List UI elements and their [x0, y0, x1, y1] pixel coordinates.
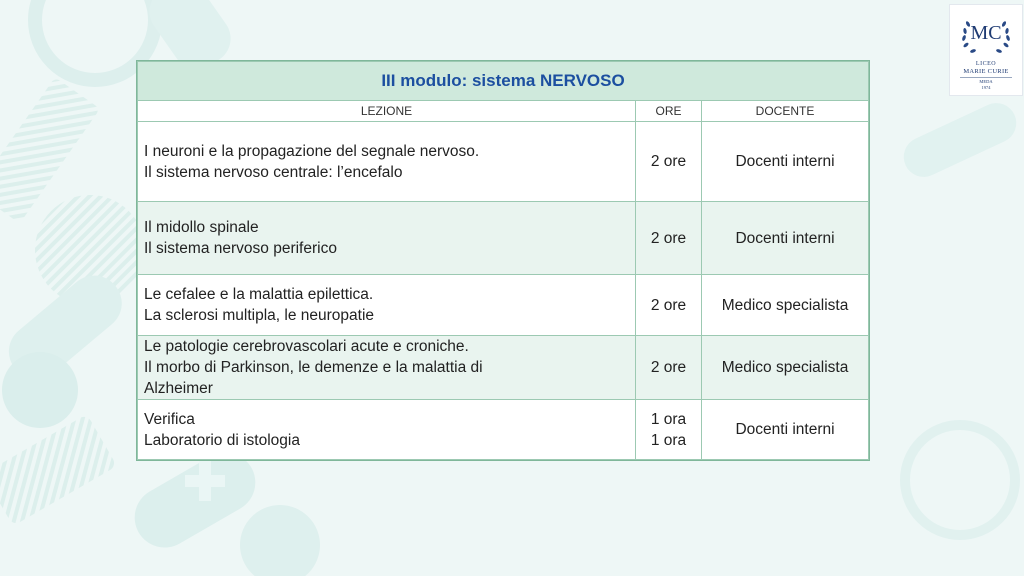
lesson-cell: [138, 122, 636, 202]
module-schedule-table: [137, 61, 869, 460]
school-logo: [949, 4, 1023, 96]
table-row: [138, 202, 869, 275]
hours-value: 2 ore: [650, 153, 687, 170]
table-row: [138, 336, 869, 400]
logo-line2: MARIE CURIE: [963, 68, 1009, 75]
logo-divider: [960, 77, 1012, 78]
column-header-hours: ORE: [636, 101, 702, 122]
table-row: [138, 122, 869, 202]
hours-value: 1 ora: [650, 410, 687, 428]
hours-value: 2 ore: [650, 359, 687, 376]
lesson-line: Il midollo spinale: [144, 219, 259, 236]
lesson-line: Alzheimer: [144, 380, 213, 397]
hours-value: 1 ora: [650, 431, 687, 449]
logo-line1: LICEO: [975, 61, 997, 67]
lesson-line: La sclerosi multipla, le neuropatie: [144, 307, 375, 324]
lesson-line: Il sistema nervoso centrale: l’encefalo: [144, 163, 403, 181]
lesson-line: Laboratorio di istologia: [144, 431, 300, 449]
lesson-cell: [138, 336, 636, 400]
teacher-cell: Docenti interni: [702, 202, 869, 275]
lesson-cell: [138, 400, 636, 460]
lesson-cell: [138, 202, 636, 275]
lesson-line: I neuroni e la propagazione del segnale nervoso.: [144, 142, 480, 160]
laurel-monogram-icon: [958, 9, 1014, 61]
lesson-line: Verifica: [144, 410, 195, 428]
lesson-line: Le patologie cerebrovascolari acute e croniche.: [144, 338, 469, 355]
teacher-cell: Medico specialista: [702, 336, 869, 400]
table-row: [138, 400, 869, 460]
column-header-teacher: DOCENTE: [702, 101, 869, 122]
logo-monogram: MC: [970, 22, 1002, 44]
column-header-lesson: LEZIONE: [138, 101, 636, 122]
teacher-cell: Docenti interni: [702, 122, 869, 202]
hours-cell: [636, 336, 702, 400]
hours-cell: [636, 275, 702, 336]
lesson-line: Le cefalee e la malattia epilettica.: [144, 286, 374, 303]
table-title: III modulo: sistema NERVOSO: [138, 62, 869, 101]
lesson-line: Il morbo di Parkinson, le demenze e la malattia di: [144, 359, 483, 376]
teacher-cell: Docenti interni: [702, 400, 869, 460]
hours-cell: [636, 122, 702, 202]
lesson-cell: [138, 275, 636, 336]
table-row: [138, 275, 869, 336]
hours-cell: [636, 202, 702, 275]
logo-line3: MEDA: [979, 79, 993, 84]
hours-value: 2 ore: [650, 296, 687, 314]
logo-line4: 1974: [981, 85, 991, 90]
teacher-cell: Medico specialista: [702, 275, 869, 336]
hours-cell: [636, 400, 702, 460]
hours-value: 2 ore: [650, 229, 687, 247]
lesson-line: Il sistema nervoso periferico: [144, 240, 337, 257]
